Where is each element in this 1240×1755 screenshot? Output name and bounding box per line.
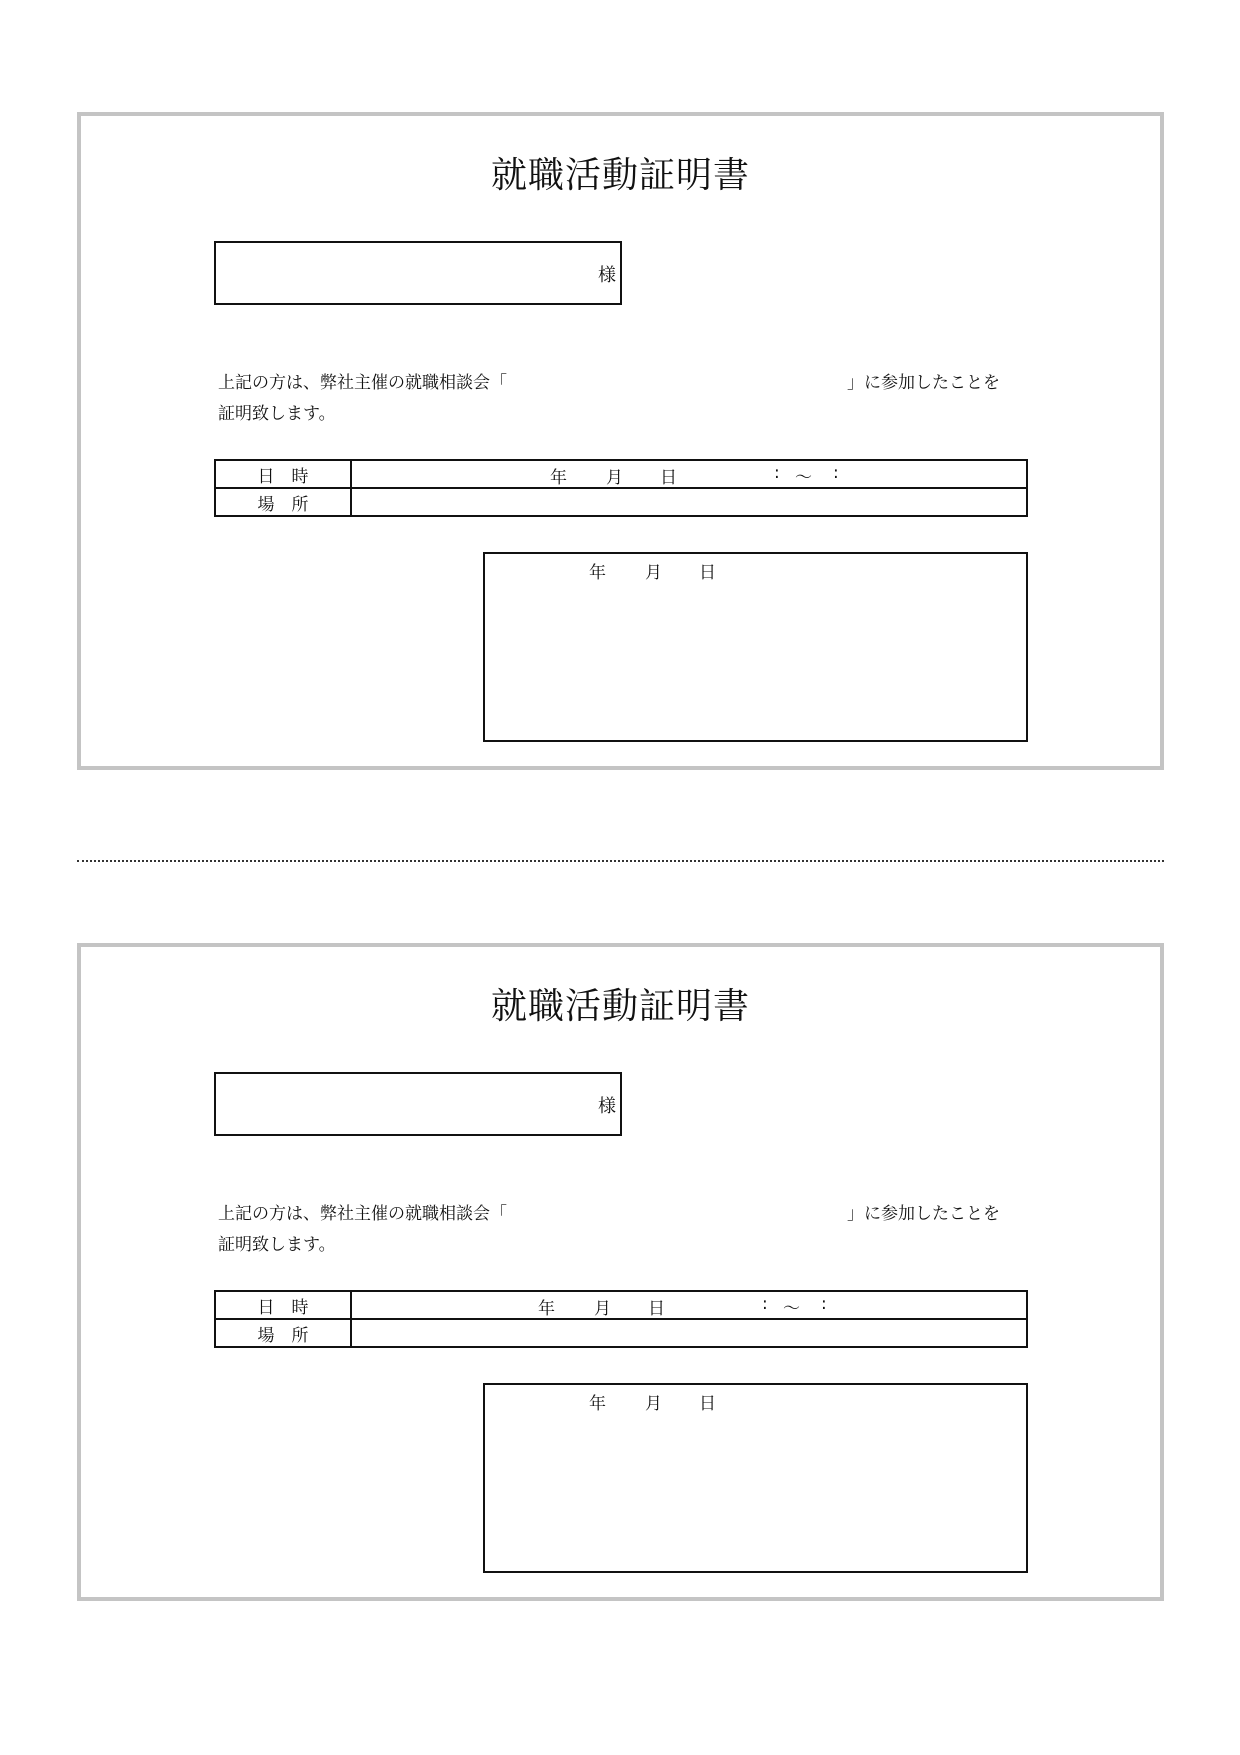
document-title: 就職活動証明書 [490, 986, 750, 1027]
place-label-cell [215, 488, 351, 516]
recipient-name-field[interactable] [214, 1072, 622, 1136]
body-line1-left: 上記の方は、弊社主催の就職相談会「 [218, 373, 507, 393]
place-value-cell[interactable] [351, 1319, 1027, 1347]
certification-text [218, 368, 1038, 430]
date-day: 日 [660, 468, 677, 488]
issue-year: 年 [589, 1394, 606, 1414]
time-tilde: ～ [783, 1299, 800, 1319]
place-value-cell[interactable] [351, 488, 1027, 516]
table-row [215, 1291, 1027, 1319]
document-title: 就職活動証明書 [490, 155, 750, 196]
time-colon-start: : [774, 463, 780, 483]
issue-month: 月 [645, 1394, 662, 1414]
place-label: 場 所 [257, 494, 309, 515]
body-line1-left: 上記の方は、弊社主催の就職相談会「 [218, 1204, 507, 1224]
datetime-label: 日 時 [257, 1297, 309, 1318]
cut-line [77, 860, 1164, 862]
event-info-table [214, 1290, 1028, 1348]
body-line2: 証明致します。 [218, 404, 336, 424]
body-line2: 証明致します。 [218, 1235, 336, 1255]
date-day: 日 [648, 1299, 665, 1319]
date-month: 月 [594, 1299, 611, 1319]
time-tilde: ～ [795, 468, 812, 488]
body-line1-right: 」に参加したことを [847, 373, 1000, 393]
table-row [215, 488, 1027, 516]
date-year: 年 [538, 1299, 555, 1319]
place-label-cell [215, 1319, 351, 1347]
name-suffix: 様 [598, 1096, 616, 1117]
body-line1-right: 」に参加したことを [847, 1204, 1000, 1224]
issue-month: 月 [645, 563, 662, 583]
certification-text [218, 1199, 1038, 1261]
table-row [215, 460, 1027, 488]
certificate-2 [77, 943, 1164, 1601]
name-suffix: 様 [598, 265, 616, 286]
recipient-name-field[interactable] [214, 241, 622, 305]
date-year: 年 [550, 468, 567, 488]
place-label: 場 所 [257, 1325, 309, 1346]
issuer-box[interactable] [483, 1383, 1028, 1573]
datetime-label-cell [215, 460, 351, 488]
issue-day: 日 [699, 1394, 716, 1414]
table-row [215, 1319, 1027, 1347]
time-colon-start: : [762, 1294, 768, 1314]
event-info-table [214, 459, 1028, 517]
time-colon-end: : [821, 1294, 827, 1314]
issue-day: 日 [699, 563, 716, 583]
datetime-label: 日 時 [257, 466, 309, 487]
datetime-label-cell [215, 1291, 351, 1319]
datetime-value-cell[interactable] [351, 1291, 1027, 1319]
issuer-box[interactable] [483, 552, 1028, 742]
time-colon-end: : [833, 463, 839, 483]
certificate-1 [77, 112, 1164, 770]
issue-year: 年 [589, 563, 606, 583]
date-month: 月 [606, 468, 623, 488]
datetime-value-cell[interactable] [351, 460, 1027, 488]
